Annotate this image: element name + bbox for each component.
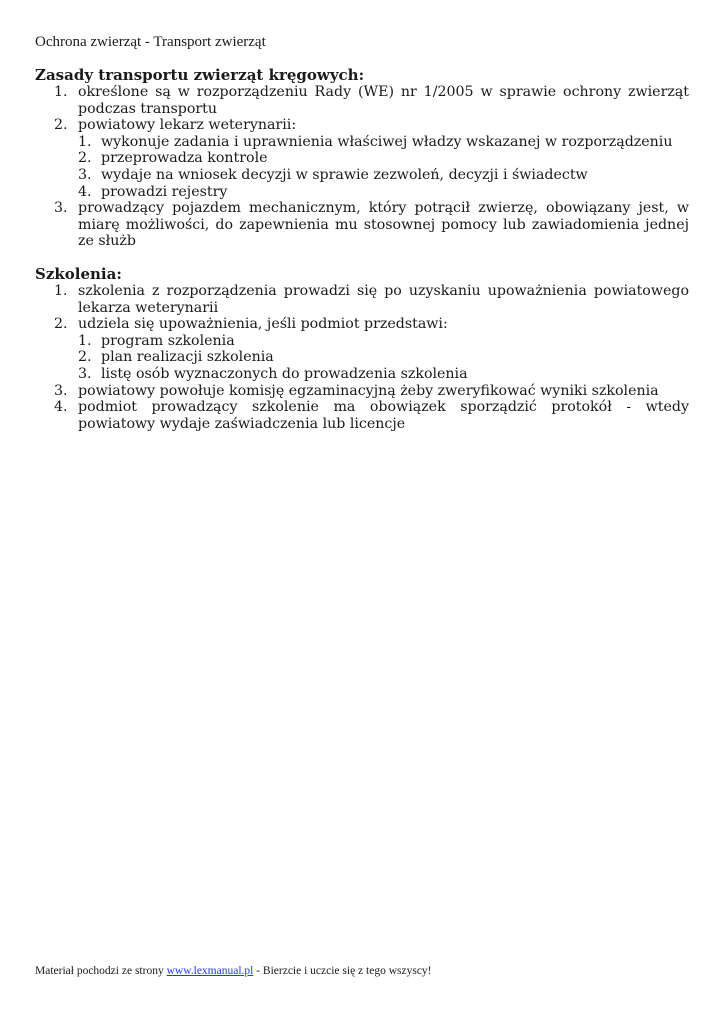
sub-list-item xyxy=(78,366,689,383)
footer-suffix: - Bierzcie i uczcie się z tego wszyscy! xyxy=(253,965,432,977)
sub-list-item xyxy=(78,150,689,167)
ordered-list xyxy=(35,283,689,333)
sub-list-item xyxy=(78,134,689,151)
list-number: 3. xyxy=(54,200,68,217)
list-item-text: program szkolenia xyxy=(101,332,235,349)
list-item xyxy=(35,200,689,250)
list-number: 4. xyxy=(54,399,68,416)
list-item-text: podmiot prowadzący szkolenie ma obowiązek sporządzić protokół - wtedy powiatowy wydaje zaświadczenia lub licencje xyxy=(78,399,689,432)
nested-list xyxy=(78,134,689,200)
list-item-text: plan realizacji szkolenia xyxy=(101,349,274,366)
list-number: 2. xyxy=(54,117,68,134)
list-number: 3. xyxy=(78,365,92,382)
list-item-text: powiatowy lekarz weterynarii: xyxy=(78,117,297,134)
list-item-text: listę osób wyznaczonych do prowadzenia szkolenia xyxy=(101,365,468,382)
list-item-text: udziela się upoważnienia, jeśli podmiot przedstawi: xyxy=(78,316,448,333)
list-item-text: powiatowy powołuje komisję egzaminacyjną żeby zweryfikować wyniki szkolenia xyxy=(78,382,659,399)
sub-list-item xyxy=(78,184,689,201)
list-number: 4. xyxy=(78,183,92,200)
document-title: Ochrona zwierząt - Transport zwierząt xyxy=(35,34,266,50)
list-item-text: określone są w rozporządzeniu Rady (WE) nr 1/2005 w sprawie ochrony zwierząt podczas transportu xyxy=(78,84,689,117)
list-item xyxy=(35,383,689,400)
sub-list-item xyxy=(78,333,689,350)
footer-prefix: Materiał pochodzi ze strony xyxy=(35,965,167,977)
document-page xyxy=(35,34,689,448)
list-number: 3. xyxy=(78,166,92,183)
list-number: 1. xyxy=(54,282,68,299)
list-number: 1. xyxy=(78,133,92,150)
ordered-list xyxy=(35,200,689,250)
section-heading: Szkolenia: xyxy=(35,264,122,283)
ordered-list xyxy=(35,383,689,433)
list-item-text: wykonuje zadania i uprawnienia właściwej władzy wskazanej w rozporządzeniu xyxy=(101,133,673,150)
section-szkolenia xyxy=(35,266,689,432)
list-number: 2. xyxy=(54,316,68,333)
page-footer xyxy=(35,965,432,977)
list-item xyxy=(35,283,689,316)
list-item-text: wydaje na wniosek decyzji w sprawie zezwoleń, decyzji i świadectw xyxy=(101,166,588,183)
lexmanual-link[interactable]: www.lexmanual.pl xyxy=(166,965,254,977)
list-item xyxy=(35,84,689,117)
section-transport xyxy=(35,67,689,250)
ordered-list xyxy=(35,84,689,134)
sub-list-item xyxy=(78,167,689,184)
sub-list-item xyxy=(78,349,689,366)
list-number: 1. xyxy=(54,84,68,100)
nested-list xyxy=(78,333,689,383)
list-number: 2. xyxy=(78,150,92,167)
list-item xyxy=(35,117,689,134)
list-number: 3. xyxy=(54,382,68,399)
list-item-text: prowadzący pojazdem mechanicznym, który potrącił zwierzę, obowiązany jest, w miarę możliwości, do zapewnienia mu stosownej pomocy lub zawiadomienia jednej ze służb xyxy=(78,200,689,250)
list-item-text: szkolenia z rozporządzenia prowadzi się po uzyskaniu upoważnienia powiatowego lekarza weterynarii xyxy=(78,282,689,316)
list-item-text: przeprowadza kontrole xyxy=(101,150,268,167)
section-heading: Zasady transportu zwierząt kręgowych: xyxy=(35,66,365,84)
list-item-text: prowadzi rejestry xyxy=(101,183,228,200)
list-number: 2. xyxy=(78,349,92,366)
list-number: 1. xyxy=(78,332,92,349)
list-item xyxy=(35,316,689,333)
list-item xyxy=(35,399,689,432)
